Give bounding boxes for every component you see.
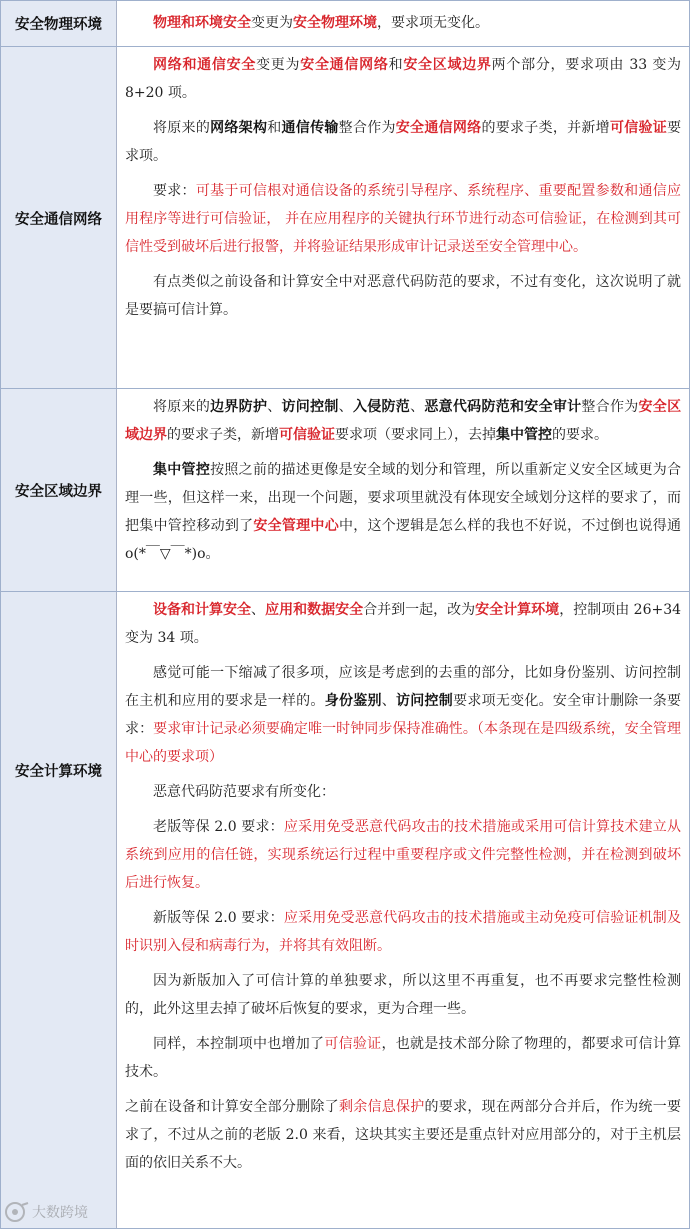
text-run: 要求项（要求同上），去掉 (335, 427, 496, 443)
text-run: 变更为 (256, 57, 301, 73)
text-run: 要求项。 (125, 120, 682, 164)
highlighted-text: 应采用免受恶意代码攻击的技术措施或采用可信计算技术建立从系统到应用的信任链，实现系统运行过程中重要程序或文件完整性检测，并在检测到破坏后进行恢复。 (125, 819, 681, 891)
table-row (0, 47, 690, 389)
row-divider (1, 0, 689, 1)
text-run: 、 (267, 399, 282, 415)
table-row (0, 592, 690, 1229)
paragraph (125, 659, 681, 771)
text-run: 新版等保 2.0 要求： (153, 910, 284, 926)
text-run: 按照之前的描述更像是安全域的划分和管理，所以重新定义安全区域更为合理一些，但这样一来，出现一个问题，要求项里就没有体现安全域划分这样的要求了，而把集中管控移动到了 (125, 462, 682, 534)
bold-term: 入侵防范 (352, 399, 411, 415)
text-run: 的要求子类，并新增 (481, 120, 610, 136)
text-run: ，要求项无变化。 (377, 15, 489, 31)
row-label: 安全通信网络 (1, 47, 117, 389)
text-run: 的要求，现在两部分合并后，作为统一要求了，不过从之前的老版 2.0 来看，这块其实主要还是重点针对应用部分的，对于主机层面的依旧关系不大。 (125, 1099, 682, 1171)
row-divider (1, 46, 689, 47)
watermark-text: 大数跨境 (32, 1205, 88, 1221)
row-label: 安全物理环境 (1, 0, 117, 47)
row-content (117, 389, 689, 592)
row-label: 安全计算环境 (1, 592, 117, 1229)
highlighted-text: 要求审计记录必须要确定唯一时钟同步保持准确性。（本条现在是四级系统，安全管理中心的要求项） (125, 721, 682, 765)
paragraph (125, 177, 681, 261)
paragraph (125, 778, 681, 806)
bold-term: 网络架构 (210, 120, 268, 136)
text-run: 和 (267, 120, 282, 136)
row-content (117, 47, 689, 389)
bold-term: 恶意代码防范和安全审计 (424, 399, 582, 415)
row-label: 安全区域边界 (1, 389, 117, 592)
paragraph (125, 1030, 681, 1086)
text-run: 同样，本控制项中也增加了 (153, 1036, 325, 1052)
text-run: 将原来的 (153, 399, 211, 415)
paragraph (125, 51, 681, 107)
text-run: 的要求。 (552, 427, 608, 443)
text-run: 要求： (153, 183, 196, 199)
table-row (0, 0, 690, 47)
highlighted-text: 安全通信网络 (395, 120, 482, 136)
text-run: 的要求子类，新增 (167, 427, 279, 443)
text-run: 和 (388, 57, 404, 73)
text-run: 感觉可能一下缩减了很多项，应该是考虑到的去重的部分，比如身份鉴别、访问控制在主机和应用的要求是一样的。 (125, 665, 681, 709)
paragraph (125, 456, 681, 568)
paragraph (125, 1093, 681, 1177)
highlighted-text: 可基于可信根对通信设备的系统引导程序、系统程序、重要配置参数和通信应用程序等进行可信验证， 并在应用程序的关键执行环节进行动态可信验证，在检测到其可信性受到破坏后进行报警，并将验证结果形成审计记录送至安全管理中心。 (125, 183, 682, 255)
text-run: 、 (381, 693, 397, 709)
bold-term: 边界防护 (210, 399, 268, 415)
text-run: 整合作为 (338, 120, 396, 136)
bold-term: 通信传输 (281, 120, 339, 136)
text-run: 变更为 (251, 15, 293, 31)
bold-term: 集中管控 (153, 462, 211, 478)
paragraph (125, 904, 681, 960)
text-run: 整合作为 (581, 399, 639, 415)
row-divider (1, 591, 689, 592)
highlighted-text: 安全通信网络 (300, 57, 389, 73)
freebuf-logo-icon (4, 1201, 30, 1223)
text-run: 、 (410, 399, 425, 415)
highlighted-text: 安全区域边界 (403, 57, 492, 73)
paragraph (125, 114, 681, 170)
highlighted-text: 安全物理环境 (293, 15, 377, 31)
table-row (0, 389, 690, 592)
paragraph (125, 596, 681, 652)
text-run: 老版等保 2.0 要求： (153, 819, 284, 835)
highlighted-text: 设备和计算安全 (153, 602, 252, 618)
bold-term: 集中管控 (496, 427, 552, 443)
text-run: 、 (251, 602, 266, 618)
text-run: 、 (338, 399, 353, 415)
row-content (117, 0, 689, 47)
highlighted-text: 物理和环境安全 (153, 15, 251, 31)
text-run: 要求项无变化。安全审计删除一条要求： (125, 693, 682, 737)
bold-term: 访问控制 (281, 399, 339, 415)
text-run: ，控制项由 26+34 变为 34 项。 (125, 602, 682, 646)
text-run: 两个部分，要求项由 33 变为 8+20 项。 (125, 57, 682, 101)
text-run: 合并到一起，改为 (363, 602, 476, 618)
highlighted-text: 安全区域边界 (125, 399, 682, 443)
text-run: ，也就是技术部分除了物理的，都要求可信计算技术。 (125, 1036, 682, 1080)
text-run: 将原来的 (153, 120, 211, 136)
bold-term: 访问控制 (396, 693, 454, 709)
highlighted-text: 应采用免受恶意代码攻击的技术措施或主动免疫可信验证机制及时识别入侵和病毒行为，并将其有效阻断。 (125, 910, 681, 954)
text-run: 之前在设备和计算安全部分删除了 (125, 1099, 339, 1115)
highlighted-text: 剩余信息保护 (338, 1099, 425, 1115)
highlighted-text: 可信验证 (609, 120, 668, 136)
watermark (4, 1197, 88, 1227)
text-run: 有点类似之前设备和计算安全中对恶意代码防范的要求，不过有变化，这次说明了就是要搞可信计算。 (125, 274, 681, 318)
text-run: 恶意代码防范要求有所变化： (153, 784, 335, 800)
paragraph (125, 813, 681, 897)
paragraph (125, 9, 681, 37)
text-run: 因为新版加入了可信计算的单独要求，所以这里不再重复，也不再要求完整性检测的，此外这里去掉了破坏后恢复的要求，更为合理一些。 (125, 973, 681, 1017)
highlighted-text: 可信验证 (324, 1036, 382, 1052)
highlighted-text: 网络和通信安全 (153, 57, 257, 73)
highlighted-text: 安全计算环境 (475, 602, 560, 618)
text-run: 中，这个逻辑是怎么样的我也不好说，不过倒也说得通 o(*￣▽￣*)o。 (125, 518, 682, 562)
paragraph (125, 268, 681, 324)
bold-term: 身份鉴别 (324, 693, 382, 709)
row-content (117, 592, 689, 1229)
paragraph (125, 393, 681, 449)
highlighted-text: 应用和数据安全 (265, 602, 364, 618)
paragraph (125, 967, 681, 1023)
highlighted-text: 可信验证 (279, 427, 335, 443)
highlighted-text: 安全管理中心 (253, 518, 339, 534)
row-divider (1, 388, 689, 389)
